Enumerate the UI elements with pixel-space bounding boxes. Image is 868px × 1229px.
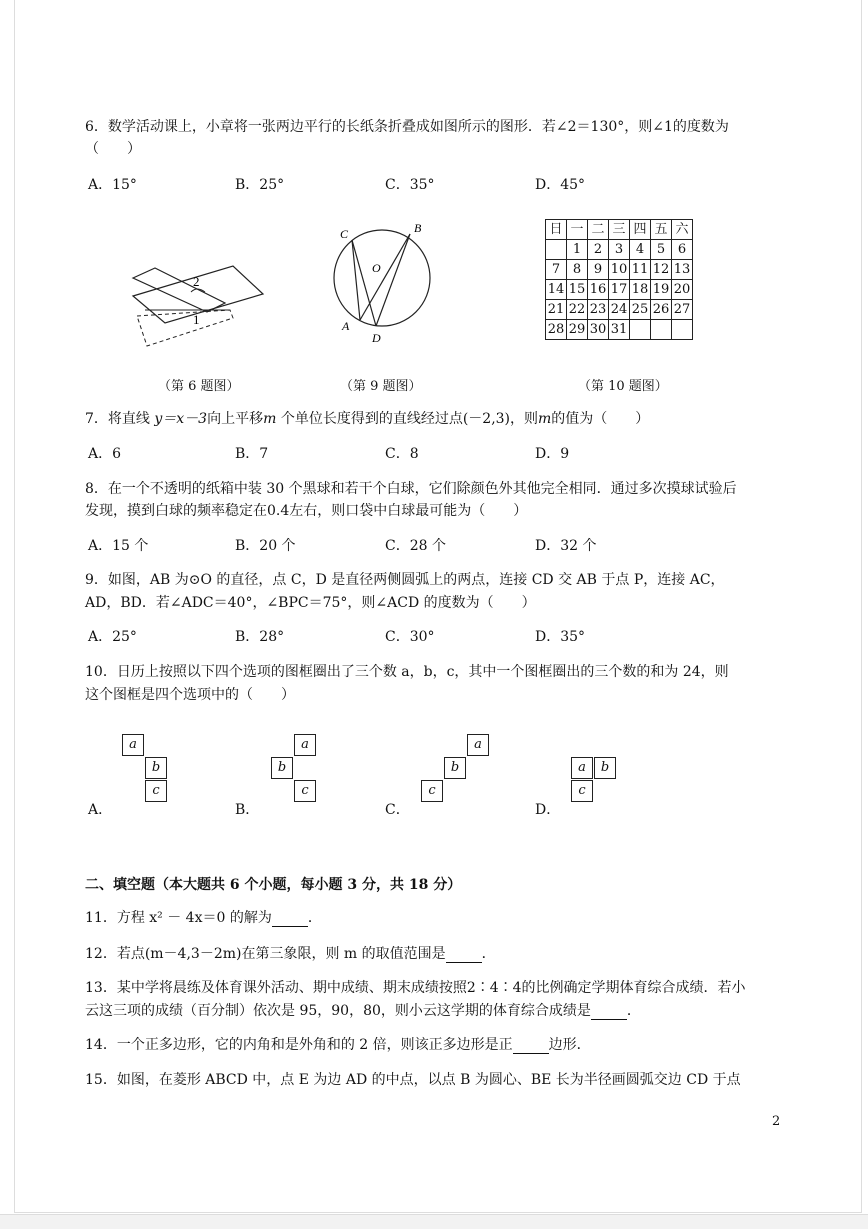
fig9-label-b: B — [414, 221, 422, 235]
option-d-box-b: b — [594, 757, 616, 779]
q7-option-c: C．8 — [385, 446, 419, 462]
calendar-cell: 3 — [609, 240, 630, 260]
q7-var: m — [263, 411, 277, 427]
option-d-box-c: c — [571, 780, 593, 802]
calendar-cell: 13 — [672, 260, 693, 280]
calendar-cell: 28 — [546, 320, 567, 340]
q14-text — [85, 1036, 591, 1054]
calendar-cell: 27 — [672, 300, 693, 320]
calendar-cell: 14 — [546, 280, 567, 300]
option-d-box-a: a — [571, 757, 593, 779]
option-c-box-c: c — [421, 780, 443, 802]
q13-blank — [591, 1003, 627, 1020]
calendar-cell: 6 — [672, 240, 693, 260]
q7-part-c: 个单位长度得到的直线经过点(－2,3)，则 — [280, 411, 539, 427]
q13-line2-end: ． — [626, 1003, 641, 1019]
calendar-cell: 19 — [651, 280, 672, 300]
q8-option-c: C．28 个 — [385, 538, 446, 554]
calendar-cell: 2 — [588, 240, 609, 260]
q9-option-b: B．28° — [235, 629, 285, 645]
calendar-cell: 16 — [588, 280, 609, 300]
q10-option-b: B． — [235, 802, 260, 818]
calendar-cell: 9 — [588, 260, 609, 280]
q8-option-a: A．15 个 — [88, 538, 149, 554]
calendar-cell: 21 — [546, 300, 567, 320]
fig9-label-c: C — [340, 227, 349, 241]
q10-option-a: A． — [88, 802, 113, 818]
calendar-row — [546, 240, 693, 260]
next-page-edge — [0, 1214, 868, 1229]
fig9-label-d: D — [372, 331, 381, 345]
q8-line2: 发现，摸到白球的频率稳定在0.4左右，则口袋中白球最可能为（ ） — [85, 503, 528, 519]
q12-text — [85, 945, 496, 963]
q11-part-b: ． — [307, 910, 322, 926]
q7-var2: m — [538, 411, 552, 427]
calendar-cell: 30 — [588, 320, 609, 340]
calendar-cell: 12 — [651, 260, 672, 280]
q10-line1: 10．日历上按照以下四个选项的图框圈出了三个数 a，b，c，其中一个图框圈出的三个数的和为 24，则 — [85, 664, 729, 680]
calendar-cell: 四 — [630, 220, 651, 240]
calendar-cell: 一 — [567, 220, 588, 240]
option-a-box-a: a — [122, 734, 144, 756]
q7-part-b: 向上平移 — [207, 411, 264, 427]
calendar-cell: 五 — [651, 220, 672, 240]
q6-option-a: A．15° — [88, 177, 137, 193]
option-b-box-c: c — [294, 780, 316, 802]
calendar-cell — [651, 320, 672, 340]
q13-line2-text: 云这三项的成绩（百分制）依次是 95，90，80，则小云这学期的体育综合成绩是 — [85, 1003, 591, 1019]
q8-option-d: D．32 个 — [535, 538, 597, 554]
calendar-cell: 29 — [567, 320, 588, 340]
calendar-cell: 25 — [630, 300, 651, 320]
q7-part-a: 7．将直线 — [85, 411, 150, 427]
calendar-cell: 10 — [609, 260, 630, 280]
option-c-box-a: a — [467, 734, 489, 756]
q6-option-c: C．35° — [385, 177, 435, 193]
q9-option-d: D．35° — [535, 629, 586, 645]
fold-strip-figure — [125, 258, 270, 353]
q9-line2: AD，BD．若∠ADC＝40°，∠BPC＝75°，则∠ACD 的度数为（ ） — [85, 595, 536, 611]
q14-part-b: 边形． — [548, 1037, 591, 1053]
option-c-box-b: b — [444, 757, 466, 779]
q7-expr: y＝x－3 — [154, 411, 208, 427]
q6-option-d: D．45° — [535, 177, 586, 193]
q10-option-c: C． — [385, 802, 410, 818]
q15-line1: 15．如图，在菱形 ABCD 中，点 E 为边 AD 的中点，以点 B 为圆心、BE 长为半径画圆弧交边 CD 于点 — [85, 1072, 741, 1088]
calendar-cell: 23 — [588, 300, 609, 320]
calendar-cell: 8 — [567, 260, 588, 280]
q7-option-d: D．9 — [535, 446, 570, 462]
calendar-row — [546, 260, 693, 280]
section2-title: 二、填空题（本大题共 6 个小题，每小题 3 分，共 18 分） — [85, 877, 462, 893]
calendar-cell — [672, 320, 693, 340]
q7-option-b: B．7 — [235, 446, 269, 462]
caption-fig6: （第 6 题图） — [158, 379, 240, 394]
calendar-cell: 日 — [546, 220, 567, 240]
q8-line1: 8．在一个不透明的纸箱中装 30 个黑球和若干个白球，它们除颜色外其他完全相同．通过多次摸球试验后 — [85, 481, 737, 497]
option-b-box-a: a — [294, 734, 316, 756]
q14-blank — [513, 1037, 549, 1054]
calendar-cell: 二 — [588, 220, 609, 240]
calendar-cell: 11 — [630, 260, 651, 280]
q10-line2: 这个图框是四个选项中的（ ） — [85, 687, 295, 703]
fig9-label-o: O — [372, 261, 381, 275]
caption-fig10: （第 10 题图） — [578, 379, 668, 394]
q9-option-a: A．25° — [88, 629, 137, 645]
q13-line1: 13．某中学将晨练及体育课外活动、期中成绩、期末成绩按照2∶4∶4的比例确定学期体育综合成绩．若小 — [85, 980, 746, 996]
calendar-header — [546, 220, 693, 240]
q11-part-a: 11．方程 x² － 4x＝0 的解为 — [85, 910, 272, 926]
calendar-cell — [546, 240, 567, 260]
calendar-row — [546, 320, 693, 340]
q12-blank — [446, 946, 482, 963]
q7-text — [85, 410, 649, 428]
q12-part-a: 12．若点(m－4,3－2m)在第三象限，则 m 的取值范围是 — [85, 946, 446, 962]
calendar-cell: 1 — [567, 240, 588, 260]
fig6-label-1: 1 — [193, 312, 200, 327]
page-number: 2 — [772, 1114, 781, 1129]
option-a-box-c: c — [145, 780, 167, 802]
q8-option-b: B．20 个 — [235, 538, 296, 554]
calendar-cell: 5 — [651, 240, 672, 260]
calendar-row — [546, 300, 693, 320]
caption-fig9: （第 9 题图） — [340, 379, 422, 394]
q6-option-b: B．25° — [235, 177, 285, 193]
q7-part-d: 的值为（ ） — [551, 411, 650, 427]
calendar-cell: 15 — [567, 280, 588, 300]
q14-part-a: 14．一个正多边形，它的内角和是外角和的 2 倍，则该正多边形是正 — [85, 1037, 513, 1053]
calendar-cell: 六 — [672, 220, 693, 240]
q9-option-c: C．30° — [385, 629, 435, 645]
q12-part-b: ． — [481, 946, 496, 962]
calendar-cell: 22 — [567, 300, 588, 320]
calendar-cell: 7 — [546, 260, 567, 280]
calendar-cell: 17 — [609, 280, 630, 300]
q11-text — [85, 909, 322, 927]
calendar-cell — [630, 320, 651, 340]
calendar-cell: 26 — [651, 300, 672, 320]
fig9-label-a: A — [342, 319, 350, 333]
q13-line2 — [85, 1002, 641, 1020]
q9-line1: 9．如图，AB 为⊙O 的直径，点 C，D 是直径两侧圆弧上的两点，连接 CD 交 AB 于点 P，连接 AC， — [85, 572, 725, 588]
q6-paren: （ ） — [85, 141, 141, 157]
calendar-cell: 24 — [609, 300, 630, 320]
calendar-row — [546, 280, 693, 300]
q6-text: 6．数学活动课上，小章将一张两边平行的长纸条折叠成如图所示的图形．若∠2＝130°，则∠1的度数为 — [85, 119, 729, 135]
option-a-box-b: b — [145, 757, 167, 779]
calendar-cell: 4 — [630, 240, 651, 260]
option-b-box-b: b — [271, 757, 293, 779]
calendar-cell: 31 — [609, 320, 630, 340]
calendar-cell: 20 — [672, 280, 693, 300]
calendar-cell: 18 — [630, 280, 651, 300]
fig6-label-2: 2 — [193, 274, 200, 289]
circle-figure — [330, 220, 440, 350]
calendar-table — [545, 219, 693, 340]
q11-blank — [272, 910, 308, 927]
q7-option-a: A．6 — [88, 446, 122, 462]
q10-option-d: D． — [535, 802, 561, 818]
calendar-cell: 三 — [609, 220, 630, 240]
